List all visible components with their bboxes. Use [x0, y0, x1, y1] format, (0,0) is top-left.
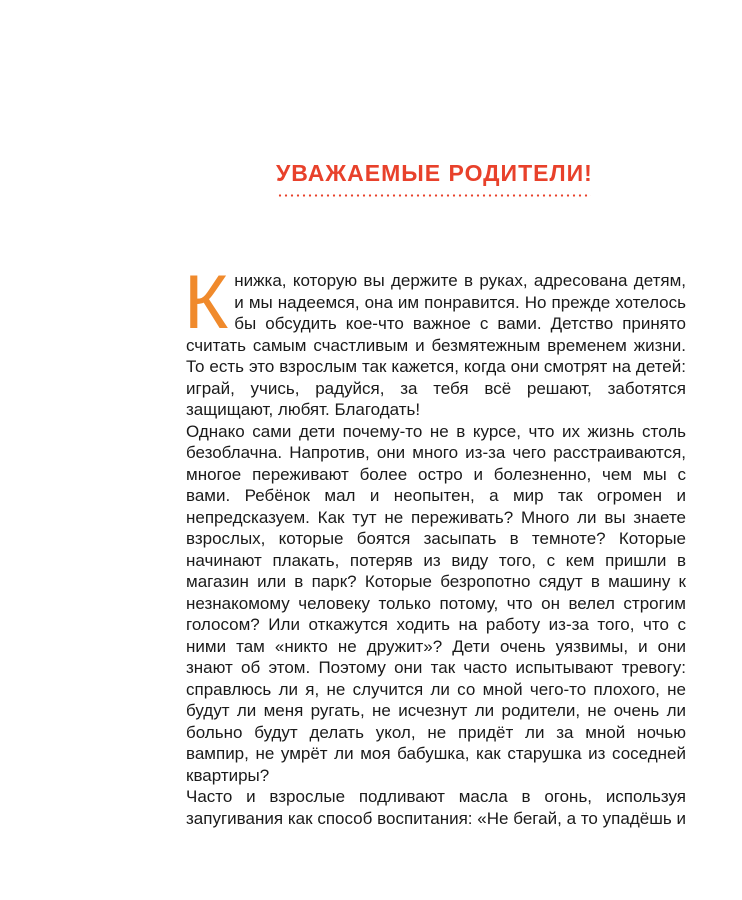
- title-dotted-underline: [277, 194, 591, 197]
- paragraph-2: Однако сами дети почему-то не в курсе, что их жизнь столь безоблачна. Напротив, они много из-за чего расстраиваются, многое переживают более остро и болезненно, чем мы с вами. Ребёнок мал и неопытен, а мир так огромен и непредсказуем. Как тут не переживать? Много ли вы знаете взрослых, которые боятся засыпать в темноте? Которые начинают плакать, потеряв из виду того, с кем пришли в магазин или в парк? Которые безропотно сядут в машину к незнакомому человеку только потому, что он велел строгим голосом? Или откажутся ходить на работу из-за того, что с ними там «никто не дружит»? Дети очень уязвимы, и они знают об этом. Поэтому они так часто испытывают тревогу: справлюсь ли я, не случится ли со мной чего-то плохого, не будут ли меня ругать, не исчезнут ли родители, не очень ли больно будут делать укол, не придёт ли за мной ночью вампир, не умрёт ли моя бабушка, как старушка из соседней квартиры?: [186, 421, 686, 785]
- paragraph-1-text: нижка, которую вы держите в руках, адресована детям, и мы надеемся, она им понравится. Но прежде хотелось бы обсудить кое-что важное с вами. Детство принято считать самым счастливым и безмятежным временем жизни. То есть это взрослым так кажется, когда они смотрят на детей: играй, учись, радуйся, за тебя всё решают, заботятся защищают, любят. Благодать!: [186, 271, 686, 419]
- page-title: УВАЖАЕМЫЕ РОДИТЕЛИ!: [276, 160, 593, 186]
- body-text: [184, 260, 686, 829]
- paragraph-1: [184, 260, 686, 421]
- drop-cap-letter: К: [184, 260, 229, 345]
- paragraph-3: Часто и взрослые подливают масла в огонь, используя запугивания как способ воспитания: «Не бегай, а то упадёшь и: [186, 787, 686, 828]
